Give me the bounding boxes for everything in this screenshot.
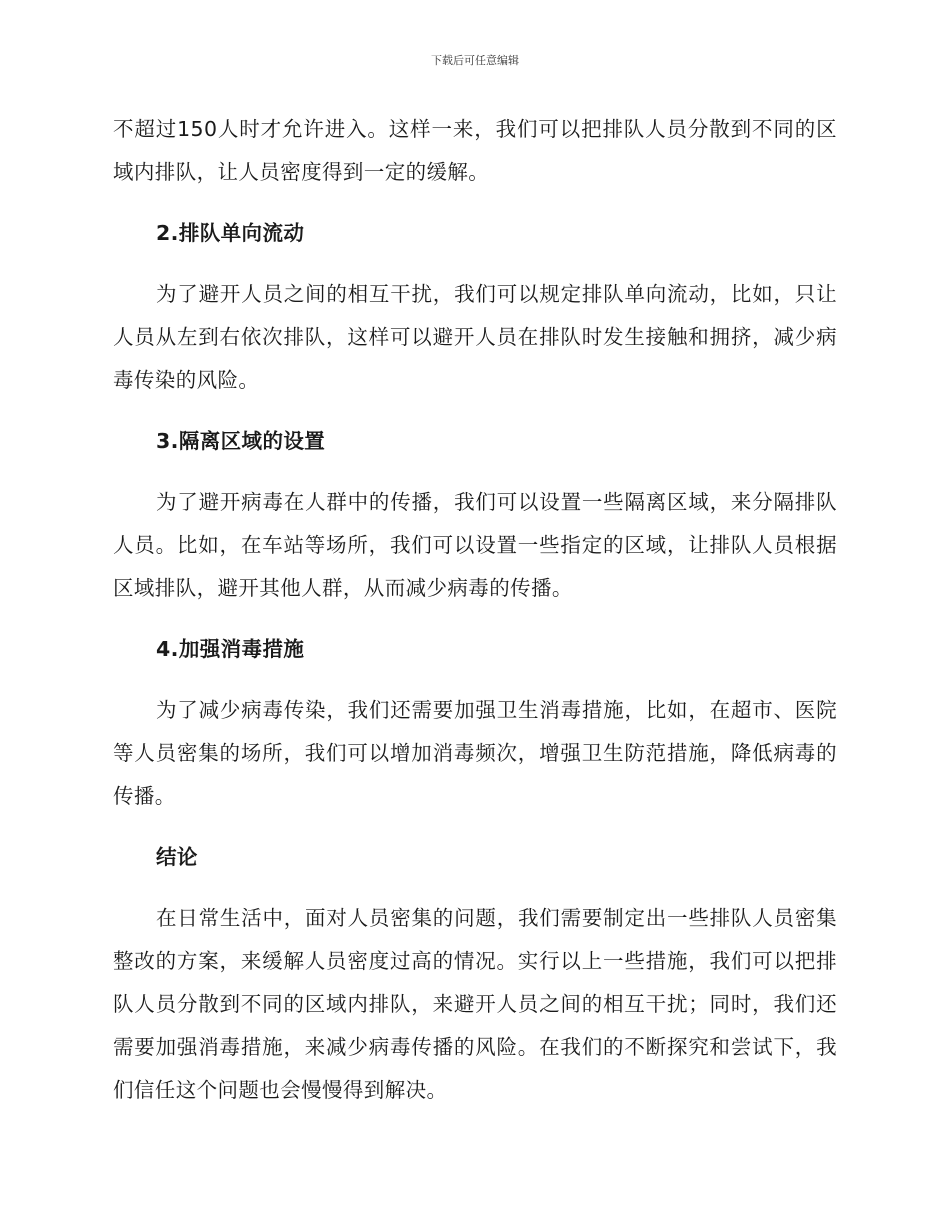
paragraph-conclusion: 在日常生活中，面对人员密集的问题，我们需要制定出一些排队人员密集整改的方案，来缓解人员密度过高的情况。实行以上一些措施，我们可以把排队人员分散到不同的区域内排队，来避开人员之间的相互干扰；同时，我们还需要加强消毒措施，来减少病毒传播的风险。在我们的不断探究和尝试下，我们信任这个问题也会慢慢得到解决。 xyxy=(113,906,837,1102)
paragraph-disinfection: 为了减少病毒传染，我们还需要加强卫生消毒措施，比如，在超市、医院等人员密集的场所，我们可以增加消毒频次，增强卫生防范措施，降低病毒的传播。 xyxy=(113,698,837,808)
page-header: 下载后可任意编辑 xyxy=(431,54,519,67)
section-heading-disinfection: 4.加强消毒措施 xyxy=(156,637,305,661)
continued-paragraph: 不超过150人时才允许进入。这样一来，我们可以把排队人员分散到不同的区域内排队，让人员密度得到一定的缓解。 xyxy=(113,117,837,184)
document-body xyxy=(113,108,837,1112)
section-heading-one-way-flow: 2.排队单向流动 xyxy=(156,221,305,245)
paragraph-isolation-zones: 为了避开病毒在人群中的传播，我们可以设置一些隔离区域，来分隔排队人员。比如，在车站等场所，我们可以设置一些指定的区域，让排队人员根据区域排队，避开其他人群，从而减少病毒的传播。 xyxy=(113,490,837,600)
section-heading-isolation-zones: 3.隔离区域的设置 xyxy=(156,429,326,453)
section-heading-conclusion: 结论 xyxy=(156,845,198,869)
paragraph-one-way-flow: 为了避开人员之间的相互干扰，我们可以规定排队单向流动，比如，只让人员从左到右依次排队，这样可以避开人员在排队时发生接触和拥挤，减少病毒传染的风险。 xyxy=(113,282,837,392)
